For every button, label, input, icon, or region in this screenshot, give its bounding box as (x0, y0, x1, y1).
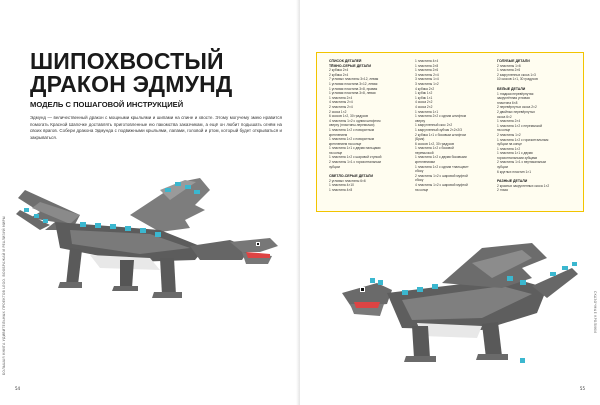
parts-list-item: 3 пластины 2×4 (415, 72, 439, 77)
parts-list-item: горизонтальными зубцами (497, 155, 538, 160)
parts-list-item: скоса 6×2 (497, 114, 512, 119)
parts-list-item: 2 глаза (497, 188, 508, 193)
parts-list-item: 1 гладкая перевёрнутая (497, 91, 534, 96)
parts-list-item: 2 кубика 2×4 (329, 68, 349, 73)
parts-section-heading: ГОЛУБЫЕ ДЕТАЛИ (497, 59, 530, 63)
parts-list-item: 1 пластина 1×1 (415, 109, 439, 114)
page-number-left: 54 (15, 386, 21, 391)
parts-list-item: 2 кубика 1×1 с боковым штифтом (415, 132, 466, 137)
parts-list-item: 3 пластины 1×2 (415, 81, 439, 86)
parts-list-item: 2 пластины 1×2 с шаровой муфтой (415, 173, 468, 178)
parts-list-item: 2 пластины 1×1 с вертикальным (497, 160, 546, 165)
parts-list-item: 6 скосов 1×2, 30 градусов (415, 141, 455, 146)
parts-list-item: 4 скоса 2×2 (415, 100, 433, 105)
page-number-right: 55 (579, 386, 585, 391)
parts-section-heading: РАЗНЫЕ ДЕТАЛИ (497, 179, 528, 184)
parts-list-item: 1 пластина 1×2 с двумя боковыми (415, 155, 467, 160)
parts-list-item: 2 пластины 1×1 с горизонтальным (329, 160, 381, 165)
parts-list-item: 1 пластина 1×2 с шаровой ступкой (329, 155, 382, 160)
title-line-1: ШИПОХВОСТЫЙ (30, 48, 224, 74)
parts-list-item: 1 кубик 1×2 (415, 91, 433, 96)
page-subtitle: МОДЕЛЬ С ПОШАГОВОЙ ИНСТРУКЦИЕЙ (30, 100, 184, 109)
parts-list-item: зубцом (329, 164, 340, 169)
parts-list-item: 1 пластина 4×10 (329, 183, 354, 188)
parts-list-item: 1 закругленный зубчик 2×2×2/3 (415, 127, 462, 132)
parts-list-item: 4 пластины 2×4 (329, 100, 353, 105)
parts-list-item: на конце (497, 128, 511, 133)
right-side-caption: СКАЗОЧНЫЕ КРОЛИКИ (593, 290, 597, 333)
parts-list-item: 1 угловая пластина 3×8, левая (329, 91, 376, 96)
parts-section-heading: СВЕТЛО-СЕРЫЕ ДЕТАЛИ (329, 174, 374, 179)
parts-list-item: 2 красных закругленных скоса 1×2 (497, 183, 550, 188)
parts-list-item: 1 пластина 4×4 (415, 59, 439, 63)
parts-list-item: 10 скосов 1×1, 30 градусов (497, 77, 538, 82)
page-title (30, 50, 280, 95)
left-side-caption: БОЛЬШАЯ КНИГА УДИВИТЕЛЬНЫХ ПРОЕКТОВ LEGO. ВООБРАЖАЙ И РЕАЛИЗУЙ МИРЫ (2, 216, 6, 375)
parts-list-item: 4 кубика 2×2 (415, 86, 435, 91)
parts-list-item: 2 кубика 2×4 (329, 72, 349, 77)
parts-section-heading: ТЁМНО-СЕРЫЕ ДЕТАЛИ (329, 63, 372, 68)
parts-list-item: на конце (415, 187, 429, 192)
parts-list-item: перемычкой (415, 150, 434, 155)
parts-list-item: 1 угловая пластина 3×12, левая (329, 81, 378, 86)
parts-list-item: 3 пластины 1×4 (415, 77, 439, 82)
parts-list-item: 2 пластины 1×6 (497, 63, 521, 68)
parts-list-item: 1 пластина 1×2 с боковой (415, 146, 454, 151)
parts-list-item: 1 пластина 2×6 (497, 68, 521, 73)
intro-paragraph: Эдмунд — величественный дракон с мощными крыльями и шипами на спине и хвосте. Этому могучему змею нравится помогать Красной Шапочке доставлять приготовленные ею пакомства заказчикам, а ещё он любит подышать огнём на своих врагов. Собери дракона Эдмунда с подвижными крыльями, лапами, головой и ртом, который будет открываться и закрываться. (30, 115, 282, 140)
dragon-model-image-left (10, 160, 285, 310)
parts-list-item: креплениями (415, 160, 435, 165)
parts-list-item: 1 пластина 2×4 (329, 95, 353, 100)
parts-list-item: 1 пластина 1×2 с поворотным (329, 137, 375, 142)
parts-list-item: 2 скоса 1×2 (329, 109, 347, 114)
parts-list-item: 2 угловых пластины 6×6 (329, 178, 366, 183)
parts-column-2 (415, 59, 501, 192)
parts-list-item: сбоку (415, 169, 424, 174)
parts-list-item: зубцом на конце (497, 142, 522, 147)
parts-list-item: 6 круглых пластин 1×1 (497, 169, 532, 174)
parts-list-item: сверху (пластины-перемычки) (329, 123, 375, 128)
parts-list-item: 2 перевёрнутых скоса 2×2 (497, 105, 537, 110)
parts-column-1 (329, 59, 417, 193)
parts-list-item: 2 пластины 1×2 (497, 132, 521, 137)
parts-list-item: 1 пластина 1×2 с перемычкой (497, 123, 543, 128)
parts-list-item: 2 закругленных скоса 1×3 (497, 72, 536, 77)
parts-list-item: сбоку (415, 178, 424, 183)
parts-list-item: 1 пластина 1×2 с одним «пальцем» (415, 164, 469, 169)
parts-list-item: 1 пластина 1×2 (497, 146, 521, 151)
parts-list-item: 1 пластина 1×1 с двумя (497, 151, 533, 156)
parts-list-item: 7 угловых пластины 3×12, левая (329, 77, 379, 82)
parts-list-box (316, 52, 584, 212)
parts-list-item: на конце (329, 150, 343, 155)
parts-list-item: 6 скосов 1×2, 30 градусов (329, 114, 369, 119)
parts-section-heading: СПИСОК ДЕТАЛЕЙ (329, 59, 362, 63)
parts-list-item: 1 пластина 2×4 (497, 119, 521, 124)
dragon-model-image-right (332, 238, 582, 383)
parts-list-item: 4 скоса 2×2 (415, 104, 433, 109)
parts-list-item: 1 угловая пластина 3×8, правая (329, 86, 378, 91)
parts-list-item: 1 пластина 1×1 с двумя пальцами (329, 146, 381, 151)
parts-list-item: 2 пластины 2×4 (329, 104, 353, 109)
parts-list-item: 1 кубик 1×1 (415, 95, 433, 100)
parts-list-item: 1 пластина 1×2 с поворотным (329, 127, 375, 132)
parts-list-item: креплением на конце (329, 141, 362, 146)
parts-section-heading: БЕЛЫЕ ДЕТАЛИ (497, 86, 526, 91)
parts-list-item: зубцом (497, 165, 508, 170)
parts-list-item: (Брик) (415, 137, 425, 142)
parts-list-item: сверху (415, 118, 426, 123)
parts-list-item: 4 пластины 1×2 с одним штифтом (329, 118, 381, 123)
parts-list-item: пластина 6×8 (497, 100, 518, 105)
title-line-2: ДРАКОН ЭДМУНД (30, 70, 233, 97)
parts-list-item: креплением (329, 132, 348, 137)
parts-list-item: 1 пластина 2×8 (415, 63, 439, 68)
parts-list-item: 1 пластина 1×2 с горизонтальным (497, 137, 549, 142)
parts-list-item: 1 пластина 2×2 с одним штифтом (415, 114, 466, 119)
parts-list-item: 1 пластина 2×6 (415, 68, 439, 73)
parts-list-item: закруглённая угловая (497, 96, 530, 101)
parts-list-item: 2 двойных перевёрнутых (497, 109, 535, 114)
parts-list-item: 4 пластины 1×2 с шаровой муфтой (415, 183, 468, 188)
parts-list-item: 1 пластина 4×8 (329, 188, 353, 193)
parts-list-item: 1 закругленный скос 2×2 (415, 123, 453, 128)
parts-column-3 (497, 59, 579, 193)
